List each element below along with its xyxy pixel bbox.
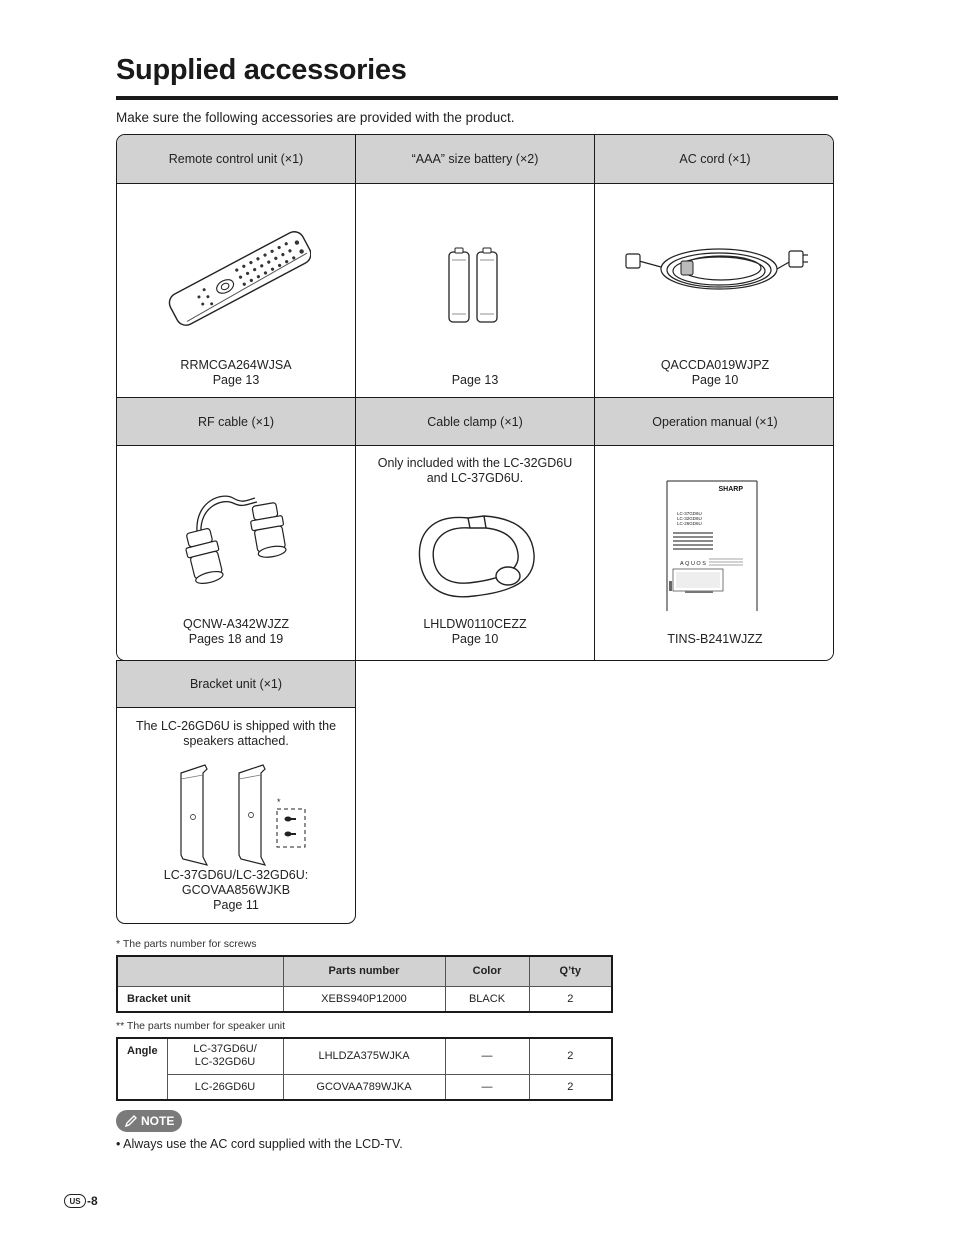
screw-parts-table <box>116 955 613 1013</box>
header-ac-cord: AC cord (×1) <box>595 135 834 184</box>
cell-cable-clamp <box>356 446 595 661</box>
note-item: • Always use the AC cord supplied with the LCD-TV. <box>116 1137 403 1151</box>
header-bracket-unit: Bracket unit (×1) <box>117 661 355 708</box>
table-header-cell: Color <box>445 956 529 986</box>
header-remote-control: Remote control unit (×1) <box>117 135 356 184</box>
remote-page-ref: Page 13 <box>212 373 260 387</box>
manual-model-1: LC-37GD6U <box>677 511 702 516</box>
cell-ac-cord <box>595 184 834 398</box>
remote-control-icon <box>163 219 311 339</box>
page-title: Supplied accessories <box>116 54 407 86</box>
header-battery: “AAA” size battery (×2) <box>356 135 595 184</box>
table-cell: LC-37GD6U/ LC-32GD6U <box>167 1038 283 1074</box>
note-badge <box>116 1110 182 1132</box>
battery-page-ref: Page 13 <box>451 373 499 387</box>
ac-cord-icon <box>623 239 808 301</box>
table-cell: 2 <box>529 986 612 1012</box>
intro-text: Make sure the following accessories are provided with the product. <box>116 110 515 125</box>
speaker-footnote: ** The parts number for speaker unit <box>116 1020 286 1032</box>
table-cell: BLACK <box>445 986 529 1012</box>
table-cell: 2 <box>529 1074 612 1100</box>
speaker-parts-table <box>116 1037 613 1101</box>
bracket-page-ref: Page 11 <box>213 898 259 912</box>
manual-series: AQUOS <box>680 561 708 567</box>
table-row <box>117 986 612 1012</box>
header-rf-cable: RF cable (×1) <box>117 398 356 446</box>
bracket-unit-box <box>116 660 356 924</box>
table-header-cell: Q’ty <box>529 956 612 986</box>
pencil-icon <box>124 1114 138 1128</box>
rf-cable-part-number: QCNW-A342WJZZ <box>182 617 290 631</box>
cell-remote-control <box>117 184 356 398</box>
manual-icon <box>665 479 761 613</box>
manual-part-number: TINS-B241WJZZ <box>667 632 763 646</box>
cable-clamp-icon <box>414 510 538 602</box>
table-header-cell <box>117 956 283 986</box>
note-label: NOTE <box>141 1114 175 1128</box>
bracket-note: The LC-26GD6U is shipped with the speakers attached. <box>135 719 337 748</box>
bracket-icon <box>175 761 315 867</box>
cable-clamp-page-ref: Page 10 <box>451 632 499 646</box>
table-cell: 2 <box>529 1038 612 1074</box>
table-cell: Angle <box>117 1038 167 1100</box>
cell-operation-manual <box>595 446 834 661</box>
table-cell: LC-26GD6U <box>167 1074 283 1100</box>
cable-clamp-part-number: LHLDW0110CEZZ <box>423 617 527 631</box>
table-header-row <box>117 956 612 986</box>
table-cell: Bracket unit <box>117 986 283 1012</box>
title-rule <box>116 96 838 100</box>
cell-rf-cable <box>117 446 356 661</box>
ac-cord-page-ref: Page 10 <box>691 373 739 387</box>
header-operation-manual: Operation manual (×1) <box>595 398 834 446</box>
header-cable-clamp: Cable clamp (×1) <box>356 398 595 446</box>
bracket-screws-asterisk: * <box>277 797 281 807</box>
table-header-cell: Parts number <box>283 956 445 986</box>
cable-clamp-note: Only included with the LC-32GD6U and LC-37GD6U. <box>377 456 573 485</box>
table-row <box>117 1074 612 1100</box>
cell-battery <box>356 184 595 398</box>
manual-model-3: LC-26GD6U <box>677 521 702 526</box>
accessories-grid <box>116 134 834 661</box>
table-cell: — <box>445 1074 529 1100</box>
table-cell: GCOVAA789WJKA <box>283 1074 445 1100</box>
rf-cable-icon <box>183 490 293 590</box>
table-row <box>117 1038 612 1074</box>
bracket-models: LC-37GD6U/LC-32GD6U: <box>163 868 309 882</box>
table-cell: LHLDZA375WJKA <box>283 1038 445 1074</box>
page-number-text: -8 <box>87 1194 98 1208</box>
bracket-part-number: GCOVAA856WJKB <box>181 883 291 897</box>
ac-cord-part-number: QACCDA019WJPZ <box>660 358 770 372</box>
screw-footnote: * The parts number for screws <box>116 938 257 950</box>
table-cell: XEBS940P12000 <box>283 986 445 1012</box>
rf-cable-page-ref: Pages 18 and 19 <box>188 632 284 646</box>
page-number <box>64 1194 98 1208</box>
remote-part-number: RRMCGA264WJSA <box>180 358 292 372</box>
battery-icon <box>446 246 506 326</box>
region-badge: US <box>64 1194 86 1208</box>
manual-brand: SHARP <box>718 486 743 493</box>
manual-model-2: LC-32GD6U <box>677 516 702 521</box>
table-cell: — <box>445 1038 529 1074</box>
